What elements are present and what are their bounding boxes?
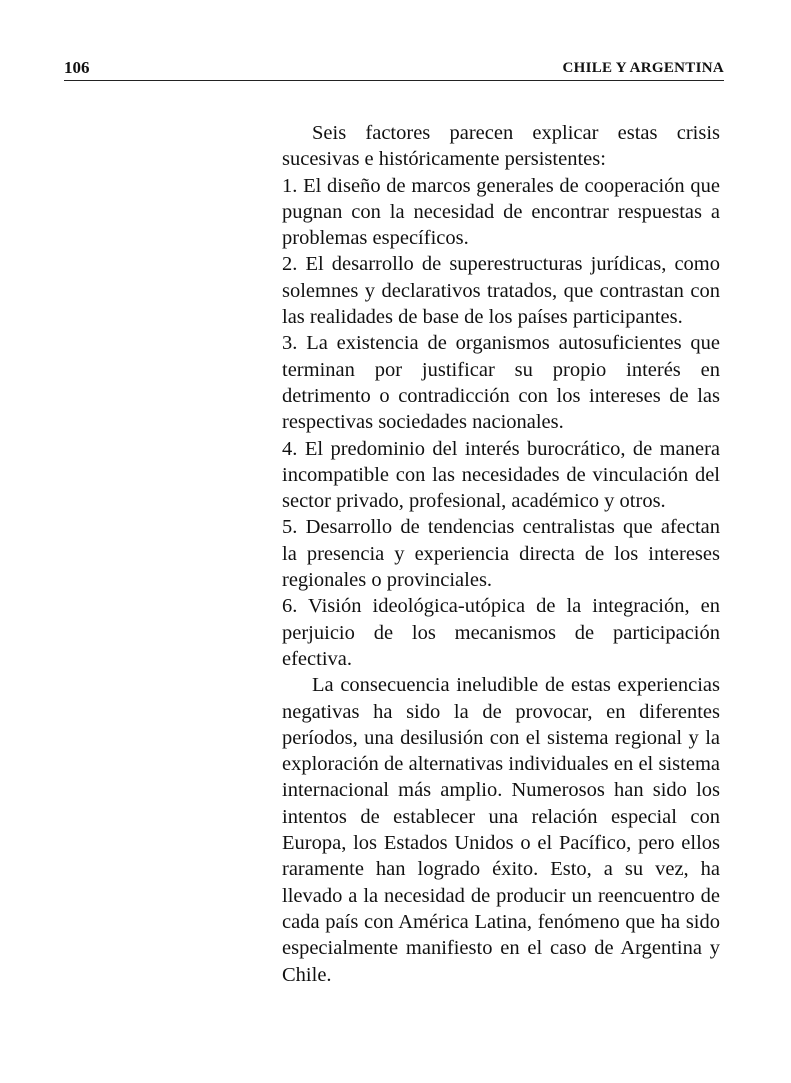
factor-item-5: 5. Desarrollo de tendencias centralistas que afectan la presencia y experiencia directa de los intereses regionales o provinciales. [282,516,720,592]
header-rule [64,80,724,81]
running-title: CHILE Y ARGENTINA [562,60,724,76]
factor-item-2: 2. El desarrollo de superestructuras jurídicas, como solemnes y declarativos tratados, que contrastan con las realidades de base de los países participantes. [282,253,720,329]
running-head [64,58,724,84]
factor-item-3: 3. La existencia de organismos autosuficientes que terminan por justificar su propio interés en detrimento o contradicción con los intereses de las respectivas sociedades nacionales. [282,332,720,434]
body-text [282,120,720,988]
conclusion-paragraph: La consecuencia ineludible de estas experiencias negativas ha sido la de provocar, en diferentes períodos, una desilusión con el sistema regional y la exploración de alternativas individuales en el sistema internacional más amplio. Numerosos han sido los intentos de establecer una relación especial con Europa, los Estados Unidos o el Pacífico, pero ellos raramente han logrado éxito. Esto, a su vez, ha llevado a la necesidad de producir un reencuentro de cada país con América Latina, fenómeno que ha sido especialmente manifiesto en el caso de Argentina y Chile. [282,674,720,986]
page-number: 106 [64,58,90,77]
factor-item-6: 6. Visión ideológica-utópica de la integración, en perjuicio de los mecanismos de participación efectiva. [282,595,720,670]
intro-paragraph: Seis factores parecen explicar estas crisis sucesivas e históricamente persistentes: [282,122,720,171]
factor-item-1: 1. El diseño de marcos generales de cooperación que pugnan con la necesidad de encontrar respuestas a problemas específicos. [282,174,720,250]
factor-item-4: 4. El predominio del interés burocrático, de manera incompatible con las necesidades de vinculación del sector privado, profesional, académico y otros. [282,437,720,513]
